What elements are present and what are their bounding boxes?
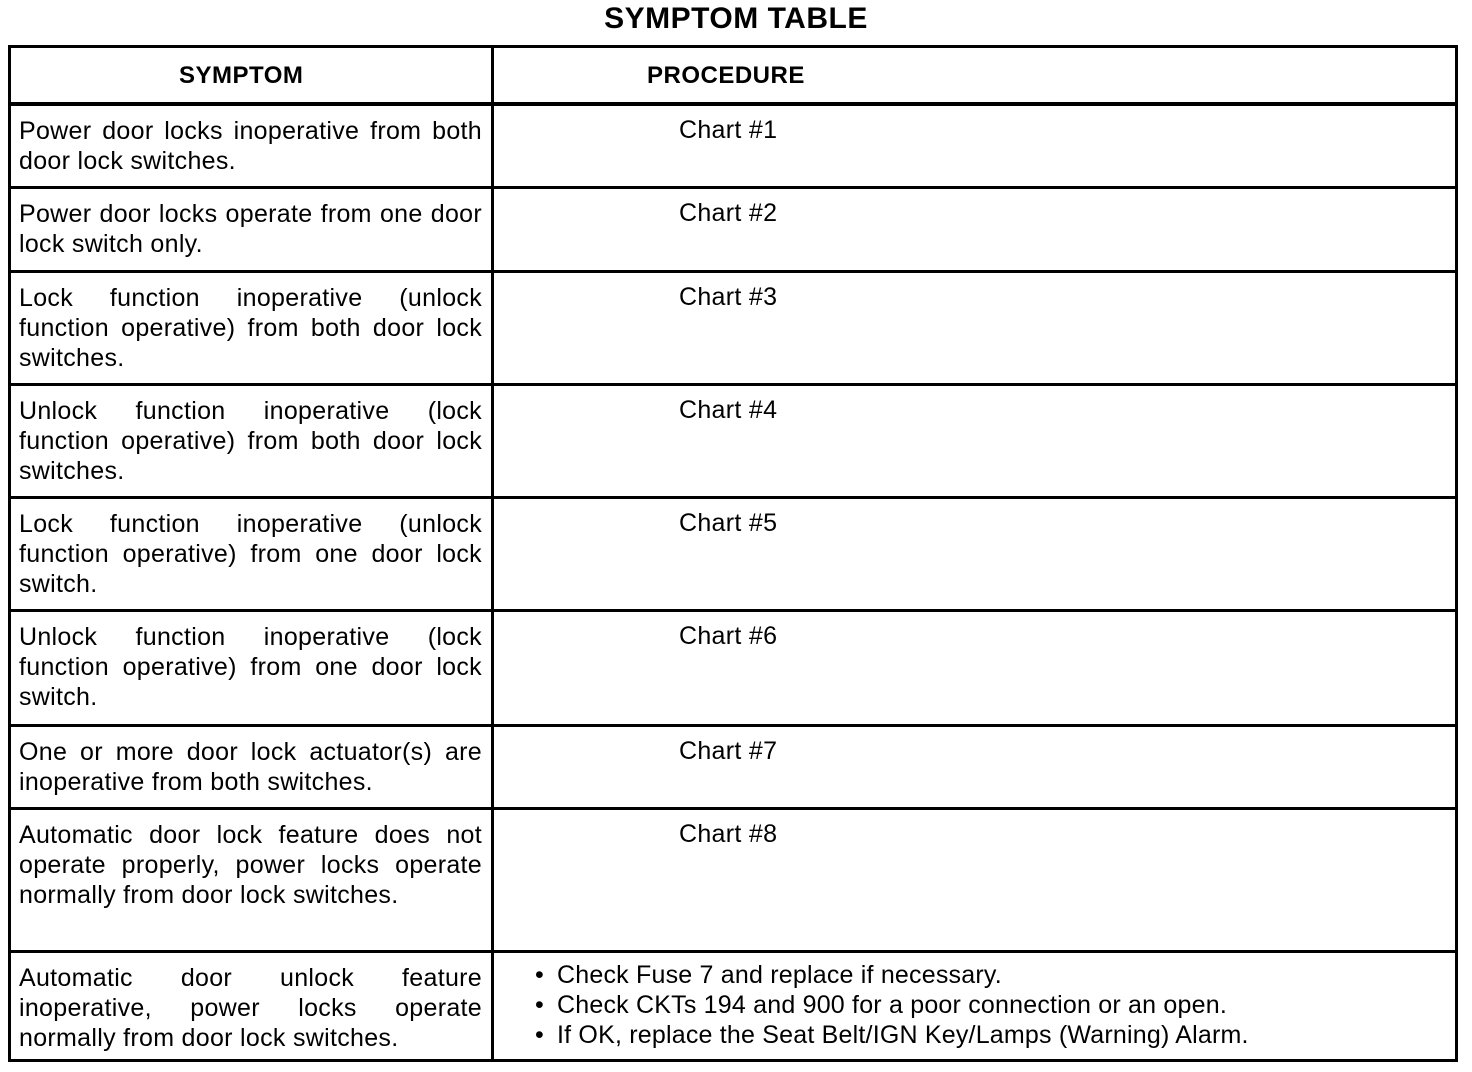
procedure-cell: Chart #8 [679,820,778,848]
table-row [11,273,1455,386]
table-row [11,727,1455,810]
symptom-cell: Automatic door unlock feature inoperative, power locks operate normally from door lock switches. [19,964,482,1053]
procedure-step [531,960,1249,990]
page-title: SYMPTOM TABLE [604,2,868,35]
procedure-steps [531,960,1249,1051]
symptom-cell: Lock function inoperative (unlock function operative) from both door lock switches. [19,284,482,373]
symptom-cell: Automatic door lock feature does not operate properly, power locks operate normally from door lock switches. [19,821,482,910]
procedure-step-text: If OK, replace the Seat Belt/IGN Key/Lamps (Warning) Alarm. [557,1021,1249,1050]
table-row [11,106,1455,189]
symptom-cell: Power door locks inoperative from both door lock switches. [19,117,482,176]
symptom-cell: Lock function inoperative (unlock function operative) from one door lock switch. [19,510,482,599]
table-row [11,189,1455,273]
procedure-cell: Chart #3 [679,283,778,311]
symptom-table [8,45,1458,1062]
procedure-cell: Chart #4 [679,396,778,424]
procedure-cell: Chart #6 [679,622,778,650]
bullet-icon: • [535,961,544,989]
header-procedure: PROCEDURE [647,62,805,89]
header-symptom: SYMPTOM [179,62,304,89]
procedure-cell: Chart #5 [679,509,778,537]
symptom-cell: One or more door lock actuator(s) are inoperative from both switches. [19,738,482,797]
table-row [11,810,1455,953]
procedure-step [531,1020,1249,1050]
symptom-cell: Unlock function inoperative (lock function operative) from one door lock switch. [19,623,482,712]
symptom-cell: Unlock function inoperative (lock function operative) from both door lock switches. [19,397,482,486]
table-row [11,612,1455,727]
procedure-step-text: Check CKTs 194 and 900 for a poor connection or an open. [557,991,1227,1020]
procedure-step [531,990,1249,1020]
procedure-cell: Chart #7 [679,737,778,765]
bullet-icon: • [535,991,544,1020]
symptom-cell: Power door locks operate from one door lock switch only. [19,200,482,259]
procedure-step-text: Check Fuse 7 and replace if necessary. [557,961,1002,989]
table-row [11,386,1455,499]
procedure-cell: Chart #1 [679,116,778,144]
bullet-icon: • [535,1021,544,1050]
table-row [11,953,1455,1059]
table-row [11,499,1455,612]
procedure-cell: Chart #2 [679,199,778,227]
table-header-row [11,48,1455,106]
